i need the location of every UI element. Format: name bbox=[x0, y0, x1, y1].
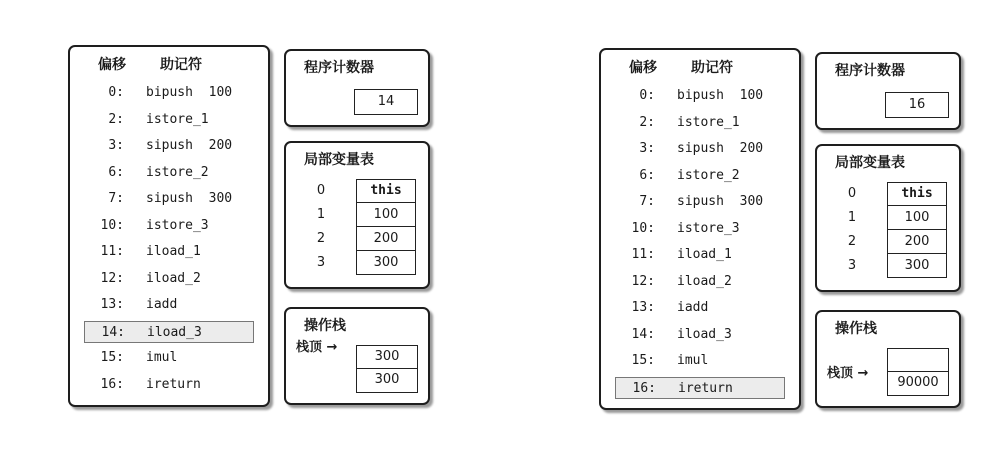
instruction-mnemonic: bipush 100 bbox=[677, 88, 764, 103]
local-variable-value: 100 bbox=[356, 203, 416, 227]
local-variable-index: 2 bbox=[847, 234, 857, 249]
instruction-offset: 16: bbox=[100, 376, 124, 392]
operand-stack bbox=[887, 348, 949, 396]
instruction-row bbox=[84, 82, 254, 104]
pc-value: 16 bbox=[885, 92, 949, 118]
locals-title: 局部变量表 bbox=[304, 152, 374, 168]
pc-value: 14 bbox=[354, 89, 418, 115]
instruction-mnemonic: iadd bbox=[146, 297, 178, 312]
instruction-row bbox=[84, 135, 254, 157]
instruction-offset: 2: bbox=[108, 111, 124, 127]
state-panel-right bbox=[599, 48, 997, 418]
instruction-mnemonic: iload_2 bbox=[146, 270, 201, 286]
local-variable-index: 3 bbox=[316, 255, 326, 270]
instruction-offset: 3: bbox=[639, 141, 655, 156]
instruction-offset: 6: bbox=[639, 167, 655, 183]
instruction-mnemonic: iload_2 bbox=[677, 273, 732, 289]
instruction-offset: 15: bbox=[631, 353, 655, 368]
instruction-offset: 14: bbox=[631, 326, 655, 342]
instruction-mnemonic: iload_1 bbox=[146, 244, 201, 259]
instruction-offset: 11: bbox=[100, 244, 124, 259]
local-variable-value: 100 bbox=[887, 206, 947, 230]
local-variable-value: 300 bbox=[887, 254, 947, 278]
instruction-mnemonic: ireturn bbox=[678, 380, 733, 396]
stack-title: 操作栈 bbox=[304, 318, 346, 334]
instruction-row bbox=[615, 165, 785, 187]
instruction-row bbox=[615, 297, 785, 319]
instruction-offset: 3: bbox=[108, 138, 124, 153]
local-variable-table-box bbox=[815, 144, 961, 292]
local-variable-value: 200 bbox=[887, 230, 947, 254]
local-variable-index: 3 bbox=[847, 258, 857, 273]
stack-cell: 90000 bbox=[887, 372, 949, 396]
current-instruction-row bbox=[615, 377, 785, 399]
instruction-offset: 15: bbox=[100, 350, 124, 365]
stack-title: 操作栈 bbox=[835, 321, 877, 337]
instruction-mnemonic: imul bbox=[677, 353, 709, 368]
operand-stack-box bbox=[815, 310, 961, 408]
local-variable-index: 2 bbox=[316, 231, 326, 246]
program-counter-box bbox=[815, 52, 961, 130]
instruction-row bbox=[84, 241, 254, 263]
instruction-row bbox=[615, 324, 785, 346]
local-variable-table-box bbox=[284, 141, 430, 289]
instruction-offset: 13: bbox=[100, 297, 124, 312]
instruction-mnemonic: sipush 300 bbox=[677, 194, 764, 209]
pc-title: 程序计数器 bbox=[835, 63, 905, 79]
instruction-offset: 2: bbox=[639, 114, 655, 130]
program-counter-box bbox=[284, 49, 430, 127]
instruction-mnemonic: istore_3 bbox=[146, 217, 209, 233]
instruction-row bbox=[84, 162, 254, 184]
pc-title: 程序计数器 bbox=[304, 60, 374, 76]
instruction-row bbox=[615, 191, 785, 213]
instruction-mnemonic: imul bbox=[146, 350, 178, 365]
instruction-offset: 0: bbox=[108, 85, 124, 100]
operand-stack-box bbox=[284, 307, 430, 405]
instruction-mnemonic: istore_1 bbox=[146, 111, 209, 127]
instruction-row bbox=[615, 138, 785, 160]
instruction-offset: 16: bbox=[632, 380, 656, 396]
locals-title: 局部变量表 bbox=[835, 155, 905, 171]
instruction-row bbox=[84, 374, 254, 396]
instruction-row bbox=[615, 244, 785, 266]
instruction-mnemonic: istore_2 bbox=[677, 167, 740, 183]
instruction-offset: 14: bbox=[101, 324, 125, 340]
operand-stack bbox=[356, 345, 418, 393]
local-variable-value: this bbox=[887, 182, 947, 206]
instruction-row bbox=[84, 215, 254, 237]
instruction-offset: 12: bbox=[631, 273, 655, 289]
instruction-mnemonic: istore_3 bbox=[677, 220, 740, 236]
instruction-row bbox=[84, 109, 254, 131]
local-variable-index: 0 bbox=[316, 183, 326, 198]
current-instruction-row bbox=[84, 321, 254, 343]
instruction-mnemonic: iload_1 bbox=[677, 247, 732, 262]
stack-cell bbox=[887, 348, 949, 372]
local-variable-value: 300 bbox=[356, 251, 416, 275]
instruction-mnemonic: sipush 200 bbox=[146, 138, 233, 153]
instruction-row bbox=[615, 112, 785, 134]
stack-cell: 300 bbox=[356, 345, 418, 369]
mnemonic-header: 助记符 bbox=[691, 60, 733, 76]
bytecode-box bbox=[599, 48, 801, 410]
instruction-row bbox=[84, 268, 254, 290]
instruction-mnemonic: istore_2 bbox=[146, 164, 209, 180]
bytecode-box bbox=[68, 45, 270, 407]
instruction-mnemonic: sipush 300 bbox=[146, 191, 233, 206]
instruction-mnemonic: istore_1 bbox=[677, 114, 740, 130]
offset-header: 偏移 bbox=[629, 60, 657, 76]
instruction-row bbox=[615, 218, 785, 240]
instruction-offset: 13: bbox=[631, 300, 655, 315]
local-variable-value: 200 bbox=[356, 227, 416, 251]
instruction-offset: 6: bbox=[108, 164, 124, 180]
instruction-offset: 7: bbox=[639, 194, 655, 209]
stack-cell: 300 bbox=[356, 369, 418, 393]
local-variable-index: 1 bbox=[847, 210, 857, 225]
instruction-offset: 10: bbox=[631, 220, 655, 236]
offset-header: 偏移 bbox=[98, 57, 126, 73]
instruction-row bbox=[615, 350, 785, 372]
mnemonic-header: 助记符 bbox=[160, 57, 202, 73]
instruction-row bbox=[84, 188, 254, 210]
instruction-mnemonic: iload_3 bbox=[147, 324, 202, 340]
instruction-offset: 7: bbox=[108, 191, 124, 206]
instruction-mnemonic: bipush 100 bbox=[146, 85, 233, 100]
instruction-mnemonic: sipush 200 bbox=[677, 141, 764, 156]
instruction-offset: 0: bbox=[639, 88, 655, 103]
stack-top-label: 栈顶 → bbox=[296, 340, 338, 355]
instruction-mnemonic: ireturn bbox=[146, 376, 201, 392]
instruction-offset: 12: bbox=[100, 270, 124, 286]
instruction-mnemonic: iload_3 bbox=[677, 326, 732, 342]
instruction-mnemonic: iadd bbox=[677, 300, 709, 315]
instruction-row bbox=[615, 271, 785, 293]
instruction-row bbox=[84, 294, 254, 316]
instruction-offset: 11: bbox=[631, 247, 655, 262]
local-variable-index: 1 bbox=[316, 207, 326, 222]
local-variable-value: this bbox=[356, 179, 416, 203]
instruction-row bbox=[615, 85, 785, 107]
instruction-row bbox=[84, 347, 254, 369]
stack-top-label: 栈顶 → bbox=[827, 366, 869, 381]
instruction-offset: 10: bbox=[100, 217, 124, 233]
local-variable-index: 0 bbox=[847, 186, 857, 201]
state-panel-left bbox=[68, 45, 478, 415]
